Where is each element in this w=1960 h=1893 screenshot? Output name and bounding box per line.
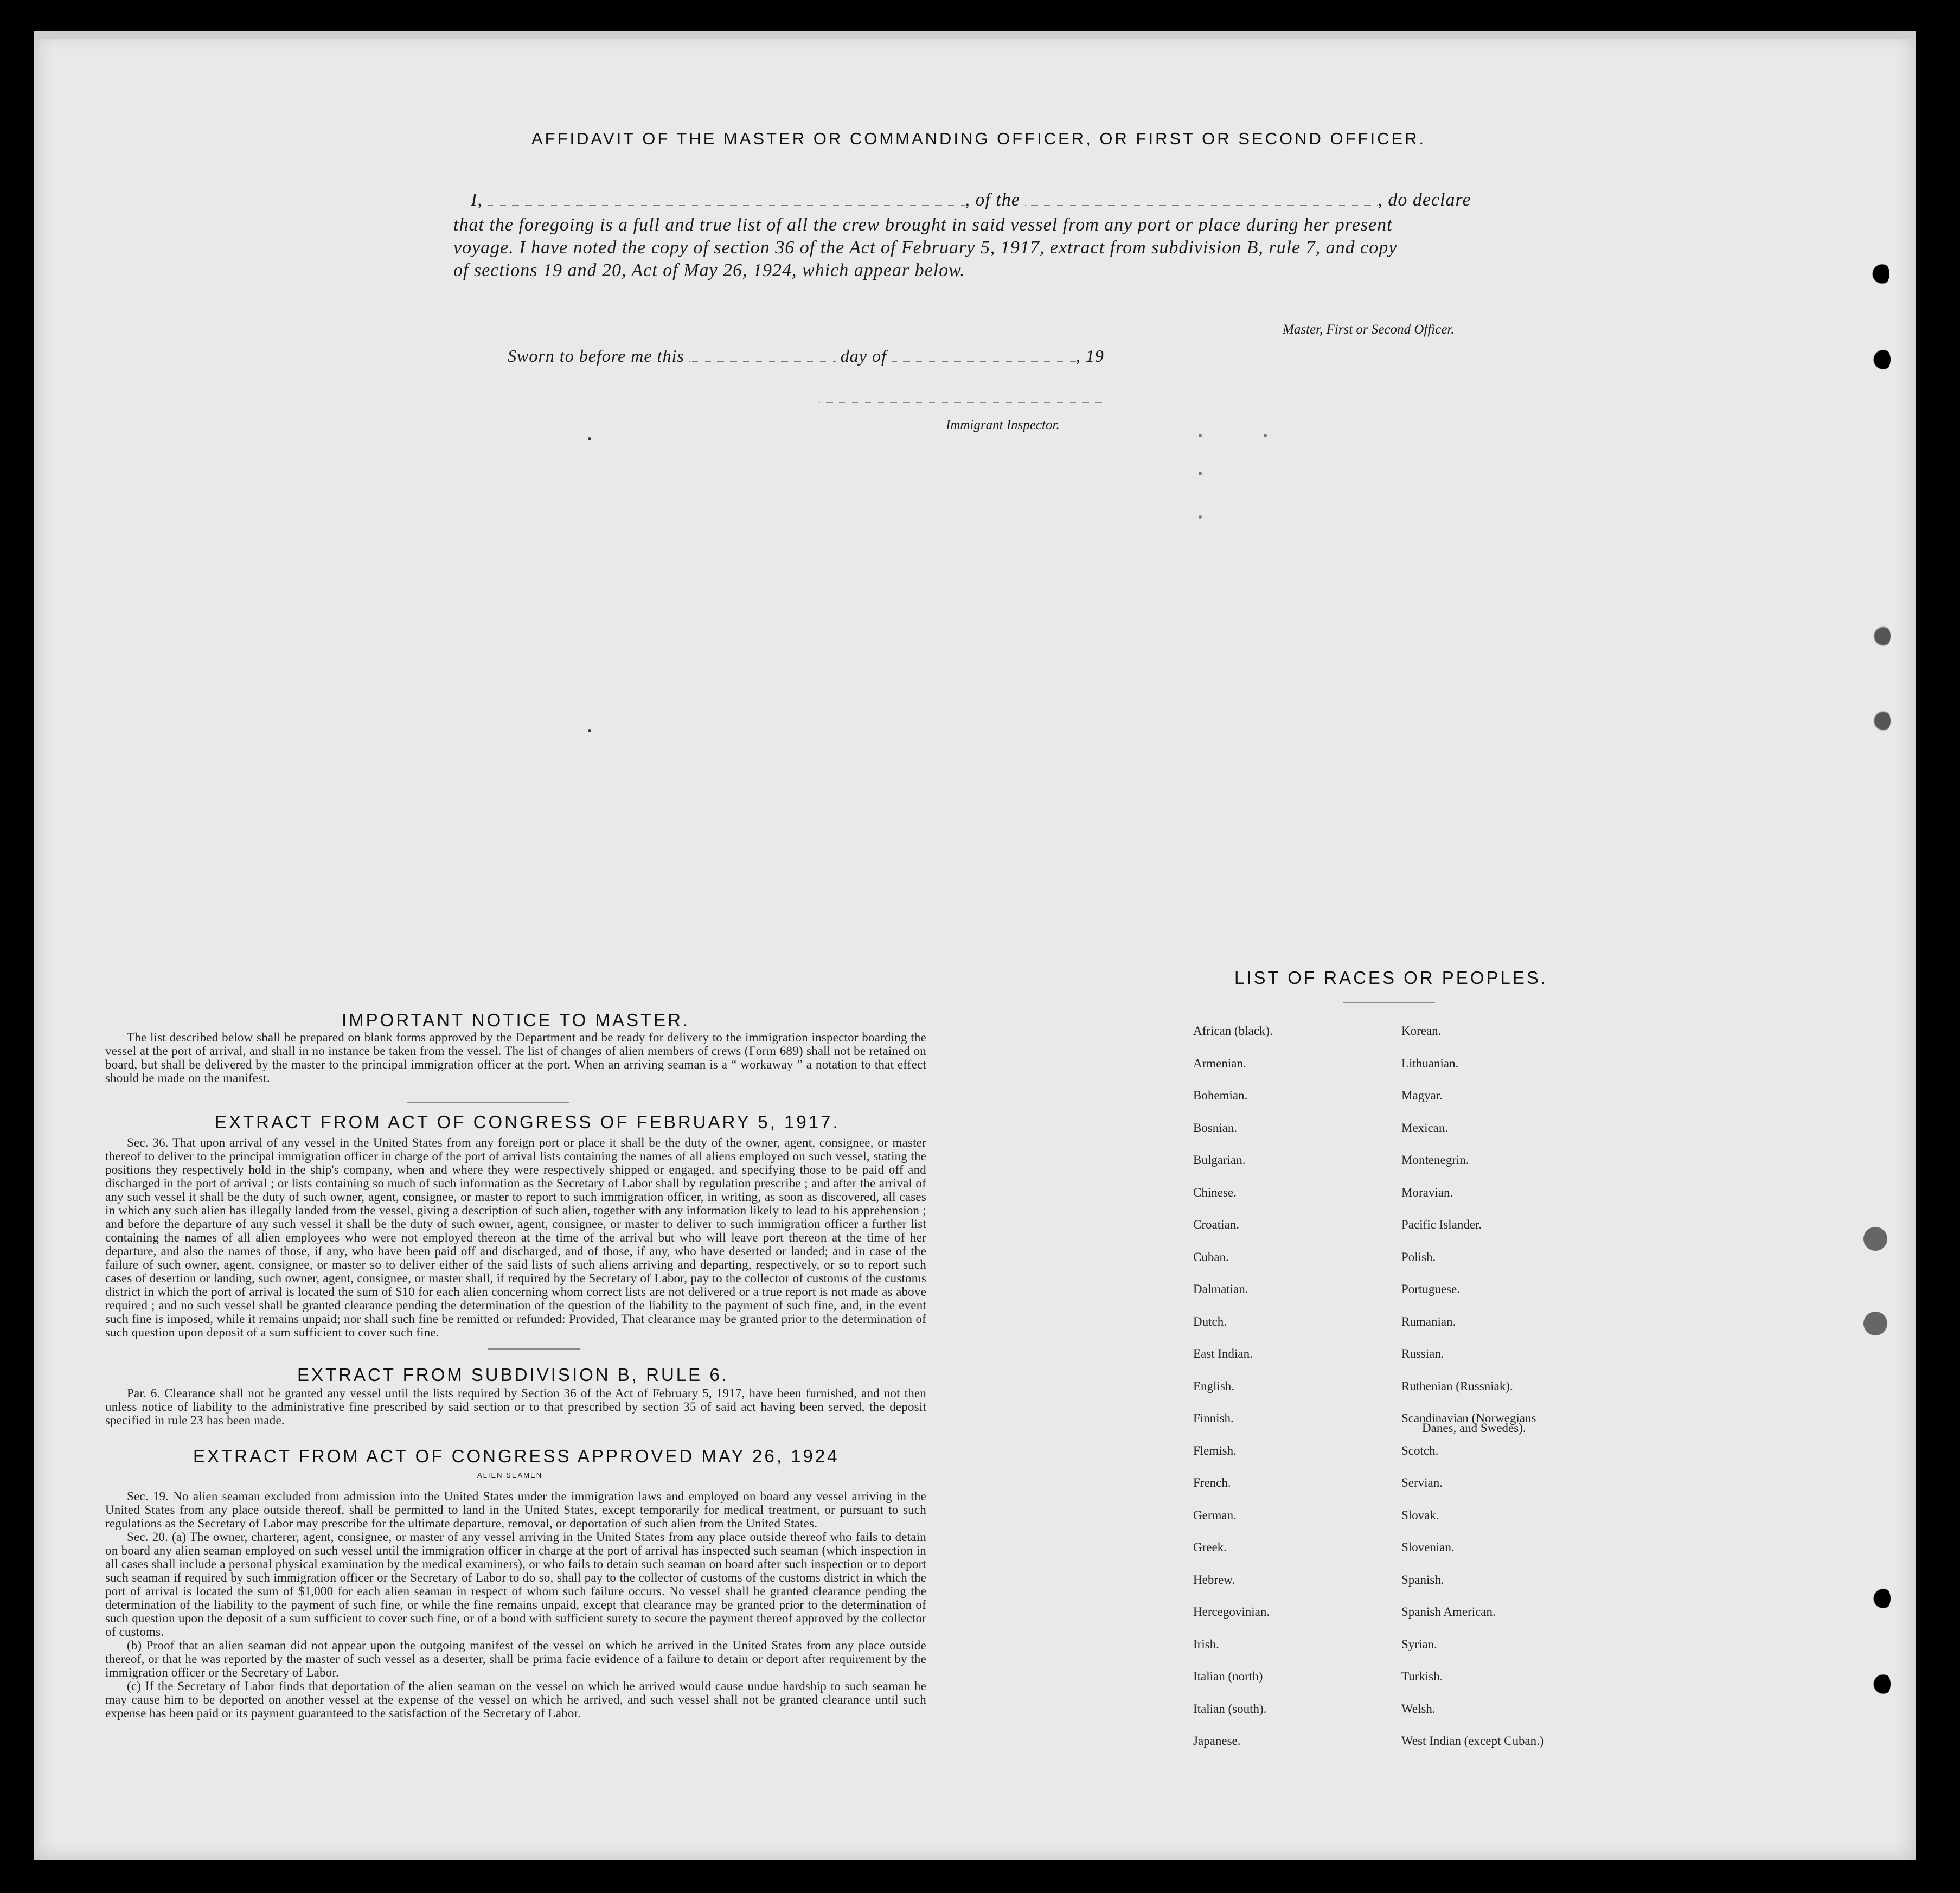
race-item: Bulgarian. xyxy=(1193,1153,1246,1167)
race-item: Portuguese. xyxy=(1401,1282,1460,1296)
divider-1 xyxy=(407,1102,569,1103)
binder-hole xyxy=(1872,624,1891,649)
par6-text: Par. 6. Clearance shall not be granted any vessel until the lists required by Section 36 of the Act of February 5, 1917, have been furnished, and not then unless notice of liability to the administrative fine prescribed by said section or to that prescribed by section 35 of said act having been served, the deposit specified in rule 23 has been made. xyxy=(105,1386,926,1427)
race-item: West Indian (except Cuban.) xyxy=(1401,1734,1544,1748)
ink-mark xyxy=(1199,472,1202,475)
race-item: Italian (south). xyxy=(1193,1702,1267,1716)
binder-hole xyxy=(1872,347,1891,372)
race-item: Spanish American. xyxy=(1401,1605,1496,1619)
race-item: Chinese. xyxy=(1193,1185,1237,1199)
race-item: Pacific Islander. xyxy=(1401,1218,1482,1231)
race-item: Japanese. xyxy=(1193,1734,1241,1748)
affidavit-line-4: of sections 19 and 20, Act of May 26, 1924, which appear below. xyxy=(453,260,965,280)
race-item: Hercegovinian. xyxy=(1193,1605,1270,1619)
race-item: Ruthenian (Russniak). xyxy=(1401,1379,1513,1393)
inspector-label: Immigrant Inspector. xyxy=(946,418,1060,432)
binder-hole xyxy=(1863,1312,1887,1335)
race-item: Croatian. xyxy=(1193,1218,1239,1231)
extract-1924-title: EXTRACT FROM ACT OF CONGRESS APPROVED MAY 26, 1924 xyxy=(193,1446,840,1466)
race-item: Dutch. xyxy=(1193,1314,1227,1328)
master-signature-label: Master, First or Second Officer. xyxy=(1283,322,1455,337)
year-text: , 19 xyxy=(1075,346,1104,366)
race-item: Montenegrin. xyxy=(1401,1153,1469,1167)
race-item: Lithuanian. xyxy=(1401,1056,1459,1070)
name-blank[interactable] xyxy=(488,205,965,206)
race-item: Spanish. xyxy=(1401,1572,1444,1587)
races-divider xyxy=(1343,1002,1435,1003)
notice-text: The list described below shall be prepared on blank forms approved by the Department and be ready for delivery to the immigration inspector boarding the vessel at the port of arrival, and shall in no instance be taken from the vessel. The list of changes of alien members of crews (Form 689) shall not be retained on board, but shall be delivered by the master to the principal immigration officer at the port. When an arriving seaman is a “ workaway ” a notation to that effect should be made on the manifest. xyxy=(105,1031,926,1085)
page-top-edge xyxy=(34,31,1916,39)
inspector-signature-line xyxy=(819,402,1106,403)
sworn-month-blank[interactable] xyxy=(892,361,1076,362)
ink-mark xyxy=(588,729,591,732)
race-item: Bosnian. xyxy=(1193,1121,1238,1135)
race-item: Korean. xyxy=(1401,1024,1442,1038)
race-item: Armenian. xyxy=(1193,1056,1246,1070)
race-item: Greek. xyxy=(1193,1540,1227,1554)
notice-title: IMPORTANT NOTICE TO MASTER. xyxy=(342,1010,690,1030)
race-item: Dalmatian. xyxy=(1193,1282,1248,1296)
affidavit-title: AFFIDAVIT OF THE MASTER OR COMMANDING OFFICER, OR FIRST OR SECOND OFFICER. xyxy=(531,129,1426,148)
of-the-text: , of the xyxy=(965,190,1020,210)
race-item: French. xyxy=(1193,1476,1231,1489)
race-item: Slovak. xyxy=(1401,1508,1439,1522)
extract-1924-body xyxy=(105,1489,926,1720)
vessel-blank[interactable] xyxy=(1025,205,1378,206)
affidavit-line-2: that the foregoing is a full and true list of all the crew brought in said vessel from any port or place during her present xyxy=(453,215,1393,235)
binder-hole xyxy=(1872,1672,1891,1697)
sworn-text: Sworn to before me this xyxy=(508,346,684,366)
notice-body xyxy=(105,1031,926,1085)
race-item: Scotch. xyxy=(1401,1443,1439,1457)
race-item: African (black). xyxy=(1193,1024,1273,1038)
extract-1917-body xyxy=(105,1136,926,1339)
sec20a-text: Sec. 20. (a) The owner, charterer, agent, consignee, or master of any vessel arriving in the United States from any place outside thereof who fails to detain on board any alien seaman employed on such vessel until the immigration officer in charge at the port of arrival has inspected such seaman (which inspection in all cases shall include a personal physical examination by the medical examiners), or who fails to detain such seaman on board after such inspection or to deport such seaman if required by such immigration officer or the Secretary of Labor to do so, shall pay to the collector of customs of the customs district in which the port of arrival is located the sum of $1,000 for each alien seaman in respect of whom such failure occurs. No vessel shall be granted clearance pending the determination of the liability to the payment of such fine, or while the fine remains unpaid, except that clearance may be granted prior to the determination of such question upon the deposit of a sum sufficient to cover such fine, or of a bond with sufficient surety to secure the payment thereof approved by the collector of customs. xyxy=(105,1530,926,1639)
ink-mark xyxy=(1199,515,1202,519)
day-of-text: day of xyxy=(840,346,887,366)
affidavit-i: I, xyxy=(471,190,483,210)
race-item: East Indian. xyxy=(1193,1347,1253,1360)
binder-hole xyxy=(1872,708,1891,733)
extract-1917-title: EXTRACT FROM ACT OF CONGRESS OF FEBRUARY 5, 1917. xyxy=(215,1112,840,1132)
race-scandinavian-cont: Danes, and Swedes). xyxy=(1422,1421,1526,1435)
extract-1924-subtitle: ALIEN SEAMEN xyxy=(477,1471,543,1479)
sworn-line xyxy=(508,346,1104,366)
affidavit-line-1 xyxy=(471,190,1471,210)
race-item: Finnish. xyxy=(1193,1411,1234,1425)
race-item: Mexican. xyxy=(1401,1121,1449,1135)
affidavit-line-3: voyage. I have noted the copy of section 36 of the Act of February 5, 1917, extract from subdivision B, rule 7, and copy xyxy=(453,238,1398,258)
sec36-text: Sec. 36. That upon arrival of any vessel in the United States from any foreign port or place it shall be the duty of the owner, agent, consignee, or master thereof to deliver to the principal immigration officer in charge of the port of arrival lists containing the names of all aliens employed on such vessel, stating the positions they respectively hold in the ship's company, when and where they were respectively shipped or engaged, and specifying those to be paid off and discharged in the port of arrival ; or lists containing so much of such information as the Secretary of Labor shall by regulation prescribe ; and after the arrival of any such vessel it shall be the duty of such owner, agent, consignee, or master to report to such immigration officer, in writing, as soon as discovered, all cases in which any such alien has illegally landed from the vessel, giving a description of such alien, together with any information likely to lead to his apprehension ; and before the departure of any such vessel it shall be the duty of such owner, agent, consignee, or master to deliver to such immigration officer a further list containing the names of all alien employees who were not employed thereon at the time of the arrival but who will leave port thereon at the time of her departure, and also the names of those, if any, who have been paid off and discharged, and of those, if any, who have deserted or landed; and in case of the failure of such owner, agent, consignee, or master so to deliver either of the said lists of such aliens arriving and departing, respectively, or so to report such cases of desertion or landing, such owner, agent, consignee, or master shall, if required by the Secretary of Labor, pay to the collector of customs of the customs district in which the port of arrival is located the sum of $10 for each alien concerning whom correct lists are not delivered or a true report is not made as above required ; and no such vessel shall be granted clearance pending the determination of the question of the liability to the payment of such fine, and, in the event such fine is imposed, while it remains unpaid; nor shall such fine be remitted or refunded: Provided, That clearance may be granted prior to the determination of such question upon deposit of a sum sufficient to cover such fine. xyxy=(105,1136,926,1339)
race-item: Syrian. xyxy=(1401,1637,1437,1651)
race-item: Russian. xyxy=(1401,1347,1444,1360)
sec20b-text: (b) Proof that an alien seaman did not appear upon the outgoing manifest of the vessel on which he arrived in the United States from any place outside thereof, or that he was reported by the master of such vessel as a deserter, shall be prima facie evidence of a failure to detain or deport after requirement by the immigration officer or the Secretary of Labor. xyxy=(105,1639,926,1679)
ink-mark xyxy=(1264,434,1267,437)
race-item: Polish. xyxy=(1401,1250,1436,1264)
binder-hole xyxy=(1872,1586,1891,1611)
binder-hole xyxy=(1863,1227,1887,1251)
sec19-text: Sec. 19. No alien seaman excluded from admission into the United States under the immigration laws and employed on board any vessel arriving in the United States from any place outside thereof, shall be permitted to land in the United States, except temporarily for medical treatment, or pursuant to such regulations as the Secretary of Labor may prescribe for the ultimate departure, removal, or deportation of such alien from the United States. xyxy=(105,1489,926,1530)
race-item: Slovenian. xyxy=(1401,1540,1455,1554)
race-item: Servian. xyxy=(1401,1476,1443,1489)
race-item: Flemish. xyxy=(1193,1443,1237,1457)
races-title: LIST OF RACES OR PEOPLES. xyxy=(1234,968,1548,988)
race-item: Hebrew. xyxy=(1193,1572,1235,1587)
race-item: Italian (north) xyxy=(1193,1670,1263,1683)
race-item: Moravian. xyxy=(1401,1185,1453,1199)
race-item: Cuban. xyxy=(1193,1250,1229,1264)
ink-mark xyxy=(1199,434,1202,437)
race-item: Rumanian. xyxy=(1401,1314,1456,1328)
race-item: English. xyxy=(1193,1379,1235,1393)
extract-rule6-title: EXTRACT FROM SUBDIVISION B, RULE 6. xyxy=(297,1365,729,1385)
binder-hole xyxy=(1871,261,1889,286)
sworn-day-blank[interactable] xyxy=(689,361,836,362)
extract-rule6-body xyxy=(105,1386,926,1427)
race-item: German. xyxy=(1193,1508,1237,1522)
race-item: Scandinavian (Norwegians xyxy=(1401,1411,1536,1425)
sec20c-text: (c) If the Secretary of Labor finds that deportation of the alien seaman on the vessel on which he arrived would cause undue hardship to such seaman he may cause him to be deported on another vessel at the expense of the vessel on which he arrived, and such vessel shall not be granted clearance until such expense has been paid or its payment guaranteed to the satisfaction of the Secretary of Labor. xyxy=(105,1679,926,1720)
race-item: Welsh. xyxy=(1401,1702,1436,1716)
race-item: Bohemian. xyxy=(1193,1089,1248,1102)
race-item: Magyar. xyxy=(1401,1089,1443,1102)
race-item: Irish. xyxy=(1193,1637,1219,1651)
divider-2 xyxy=(488,1348,580,1350)
race-item: Turkish. xyxy=(1401,1670,1443,1683)
do-declare-text: , do declare xyxy=(1378,190,1471,210)
ink-mark xyxy=(588,437,591,440)
